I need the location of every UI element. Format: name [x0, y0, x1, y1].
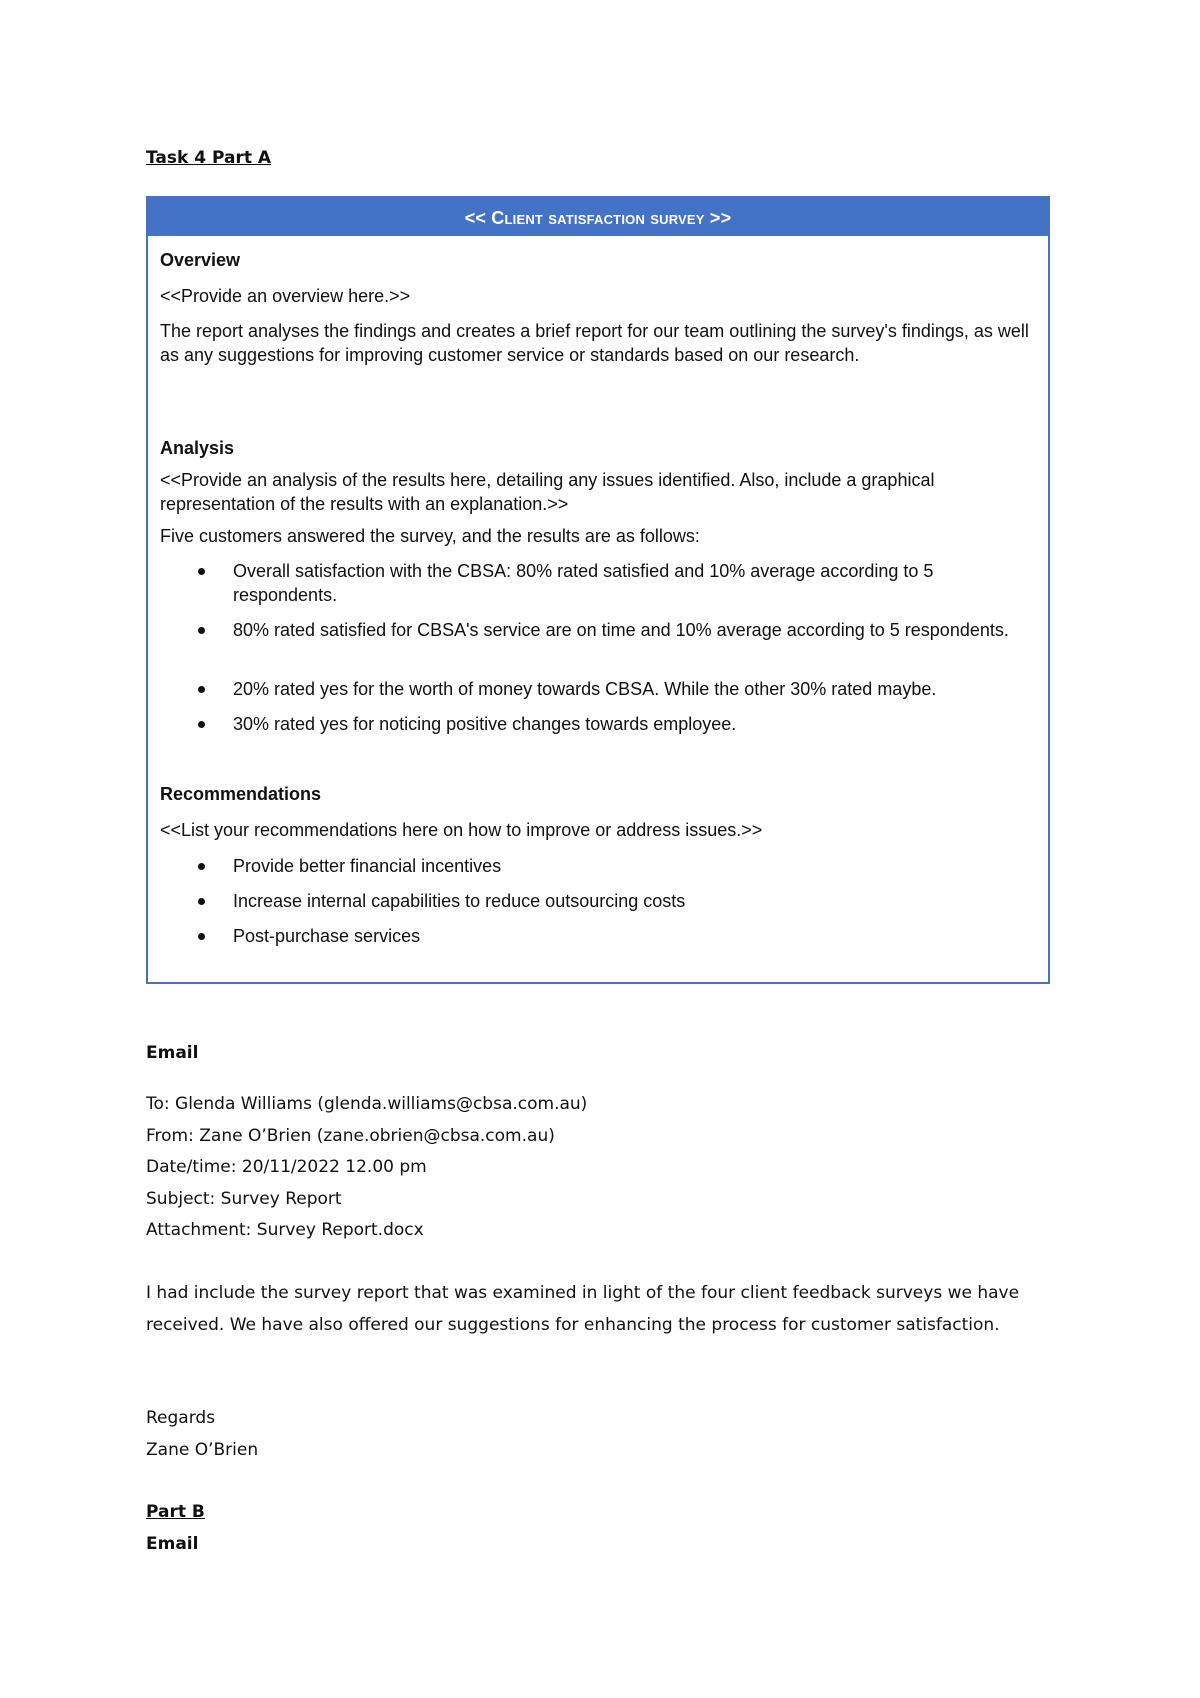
overview-text: The report analyses the findings and creates a brief report for our team outlining the survey's findings, as well as any suggestions for improving customer service or standards based on our research. [160, 321, 1029, 365]
list-item-text: 20% rated yes for the worth of money towards CBSA. While the other 30% rated maybe. [233, 679, 937, 699]
task-heading: Task 4 Part A [146, 148, 272, 168]
analysis-list [160, 559, 1030, 747]
bullet-icon [198, 568, 205, 575]
list-item [160, 677, 1030, 712]
list-item [160, 854, 1030, 889]
part-b-heading: Part B [146, 1502, 205, 1522]
email-signature: Zane O’Brien [146, 1439, 259, 1460]
list-item-text: Provide better financial incentives [233, 856, 502, 876]
email-closing: Regards [146, 1408, 216, 1428]
overview-title: Overview [160, 250, 241, 270]
list-item-text: 80% rated satisfied for CBSA's service are on time and 10% average according to 5 respondents. [233, 620, 1009, 640]
email-subject: Subject: Survey Report [146, 1188, 342, 1209]
email-to: To: Glenda Williams (glenda.williams@cbsa.com.au) [146, 1094, 588, 1114]
list-item-text: Overall satisfaction with the CBSA: 80% rated satisfied and 10% average according to 5 respondents. [233, 561, 934, 605]
email-title: Email [146, 1043, 199, 1063]
analysis-prompt: <<Provide an analysis of the results here, detailing any issues identified. Also, include a graphical representation of the results with an explanation.>> [160, 470, 935, 514]
list-item [160, 712, 1030, 747]
bullet-icon [198, 627, 205, 634]
email-body: I had include the survey report that was examined in light of the four client feedback surveys we have received. We have also offered our suggestions for enhancing the process for customer satisfaction. [146, 1283, 1020, 1335]
list-item [160, 924, 1030, 959]
bullet-icon [198, 863, 205, 870]
email-datetime: Date/time: 20/11/2022 12.00 pm [146, 1157, 427, 1177]
list-item [160, 889, 1030, 924]
analysis-title: Analysis [160, 438, 235, 458]
recommendations-title: Recommendations [160, 784, 322, 804]
list-item [160, 618, 1030, 677]
email-signoff [146, 1403, 258, 1466]
part-b-section [146, 1497, 205, 1560]
recommendations-list [160, 854, 1030, 959]
email-headers [146, 1089, 587, 1247]
list-item-text: Post-purchase services [233, 926, 421, 946]
list-item [160, 559, 1030, 618]
recommendations-prompt: <<List your recommendations here on how to improve or address issues.>> [160, 820, 763, 840]
bullet-icon [198, 933, 205, 940]
survey-header-text: << Client satisfaction survey >> [464, 208, 732, 228]
bullet-icon [198, 721, 205, 728]
email-attachment: Attachment: Survey Report.docx [146, 1220, 424, 1240]
survey-header [148, 198, 1048, 236]
email-from: From: Zane O’Brien (zane.obrien@cbsa.com.au) [146, 1125, 555, 1146]
list-item-text: Increase internal capabilities to reduce outsourcing costs [233, 891, 686, 911]
survey-report-box [146, 196, 1050, 984]
overview-prompt: <<Provide an overview here.>> [160, 286, 411, 306]
email-section [146, 1038, 198, 1070]
part-b-email-title: Email [146, 1533, 199, 1554]
list-item-text: 30% rated yes for noticing positive changes towards employee. [233, 714, 737, 734]
bullet-icon [198, 898, 205, 905]
bullet-icon [198, 686, 205, 693]
analysis-intro: Five customers answered the survey, and the results are as follows: [160, 526, 700, 546]
